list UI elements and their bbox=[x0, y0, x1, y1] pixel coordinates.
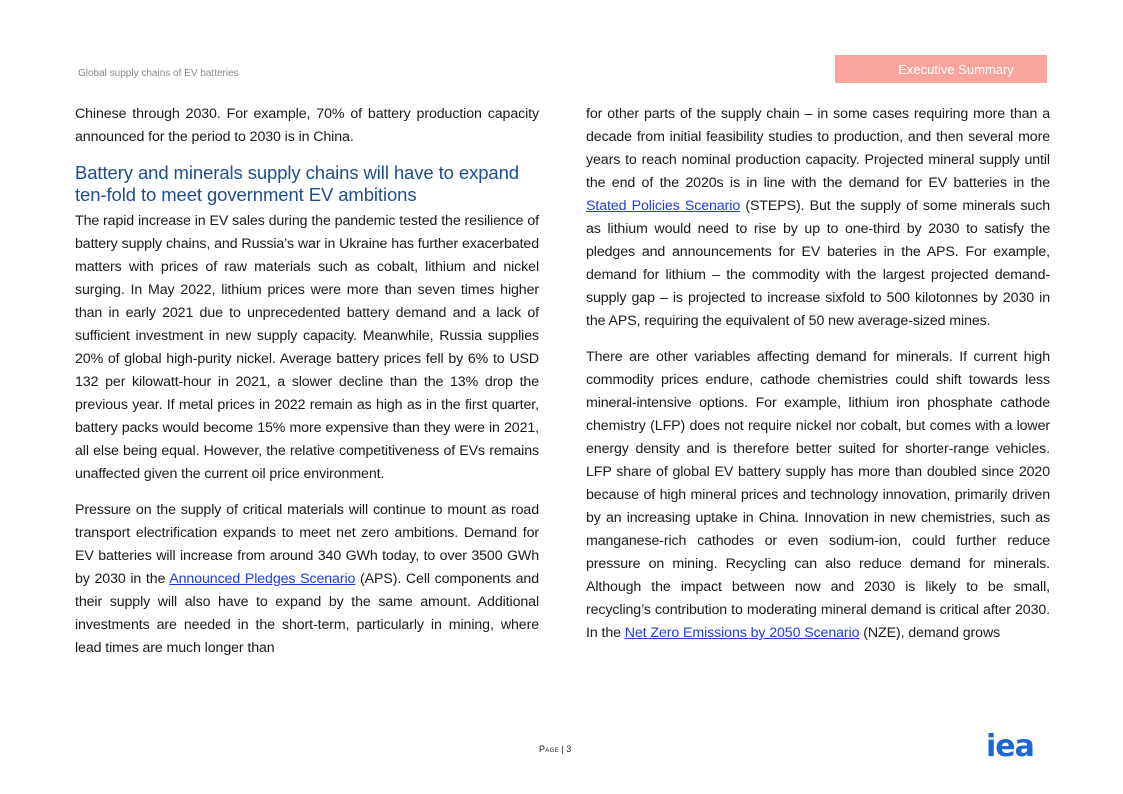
paragraph: The rapid increase in EV sales during the pandemic tested the resilience of battery supply chains, and Russia’s war in Ukraine has further exacerbated matters with prices of raw materials such as cobalt, lithium and nickel surging. In May 2022, lithium prices were more than seven times higher than in early 2021 due to unprecedented battery demand and a lack of sufficient investment in new supply capacity. Meanwhile, Russia supplies 20% of global high-purity nickel. Average battery prices fell by 6% to USD 132 per kilowatt-hour in 2021, a slower decline than the 13% drop the previous year. If metal prices in 2022 remain as high as in the first quarter, battery packs would become 15% more expensive than they were in 2021, all else being equal. However, the relative competitiveness of EVs remains unaffected given the current oil price environment. bbox=[75, 213, 539, 482]
text-run: There are other variables affecting demand for minerals. If current high commodity prices endure, cathode chemistries could shift towards less mineral-intensive options. For example, lithium iron phosphate cathode chemistry (LFP) does not require nickel nor cobalt, but comes with a lower energy density and is therefore better suited for shorter-range vehicles. LFP share of global EV battery supply has more than doubled since 2020 because of high mineral prices and technology innovation, primarily driven by an increasing uptake in China. Innovation in new chemistries, such as manganese-rich cathodes or even sodium-ion, could further reduce pressure on mining. Recycling can also reduce demand for minerals. Although the impact between now and 2030 is likely to be small, recycling’s contribution to moderating mineral demand is critical after 2030. In the bbox=[586, 349, 1050, 641]
net-zero-emissions-scenario-link[interactable]: Net Zero Emissions by 2050 Scenario bbox=[624, 625, 860, 641]
text-run: for other parts of the supply chain – in some cases requiring more than a decade from initial feasibility studies to production, and then several more years to reach nominal production capacity. Projected mineral supply until the end of the 2020s is in line with the demand for EV batteries in the bbox=[586, 106, 1050, 191]
iea-logo-text: iea bbox=[986, 733, 1034, 761]
section-tab-label: Executive Summary bbox=[898, 61, 1014, 77]
text-run: (NZE), demand grows bbox=[859, 625, 1001, 641]
iea-logo bbox=[986, 733, 1050, 761]
section-heading: Battery and minerals supply chains will have to expand ten-fold to meet government EV ambitions bbox=[75, 162, 519, 205]
paragraph: Chinese through 2030. For example, 70% of battery production capacity announced for the period to 2030 is in China. bbox=[75, 106, 539, 145]
stated-policies-scenario-link[interactable]: Stated Policies Scenario bbox=[586, 198, 741, 214]
running-title: Global supply chains of EV batteries bbox=[78, 68, 239, 79]
paragraph bbox=[586, 346, 1050, 645]
page-number: 3 bbox=[566, 744, 572, 754]
text-run: (STEPS). But the supply of some minerals such as lithium would need to rise by up to one-third by 2030 to satisfy the pledges and announcements for EV bateries in the APS. For example, demand for lithium – the commodity with the largest projected demand-supply gap – is projected to increase sixfold to 500 kilotonnes by 2030 in the APS, requiring the equivalent of 50 new average-sized mines. bbox=[586, 198, 1050, 329]
page-footer: Page | 3 bbox=[539, 744, 572, 754]
text-run: Pressure on the supply of critical materials will continue to mount as road transport electrification expands to meet net zero ambitions. Demand for EV batteries will increase from around 340 GWh today, to over 3500 GWh by 2030 in the bbox=[75, 502, 539, 587]
paragraph bbox=[586, 103, 1050, 333]
paragraph bbox=[75, 499, 539, 660]
announced-pledges-scenario-link[interactable]: Announced Pledges Scenario bbox=[169, 571, 356, 587]
page-label: Page bbox=[539, 744, 559, 754]
section-tab bbox=[835, 55, 1047, 83]
right-column bbox=[586, 103, 1050, 658]
text-run: (APS). Cell components and their supply will also have to expand by the same amount. Additional investments are needed in the short-term, particularly in mining, where lead times are much longer than bbox=[75, 571, 540, 656]
left-column bbox=[75, 103, 539, 673]
